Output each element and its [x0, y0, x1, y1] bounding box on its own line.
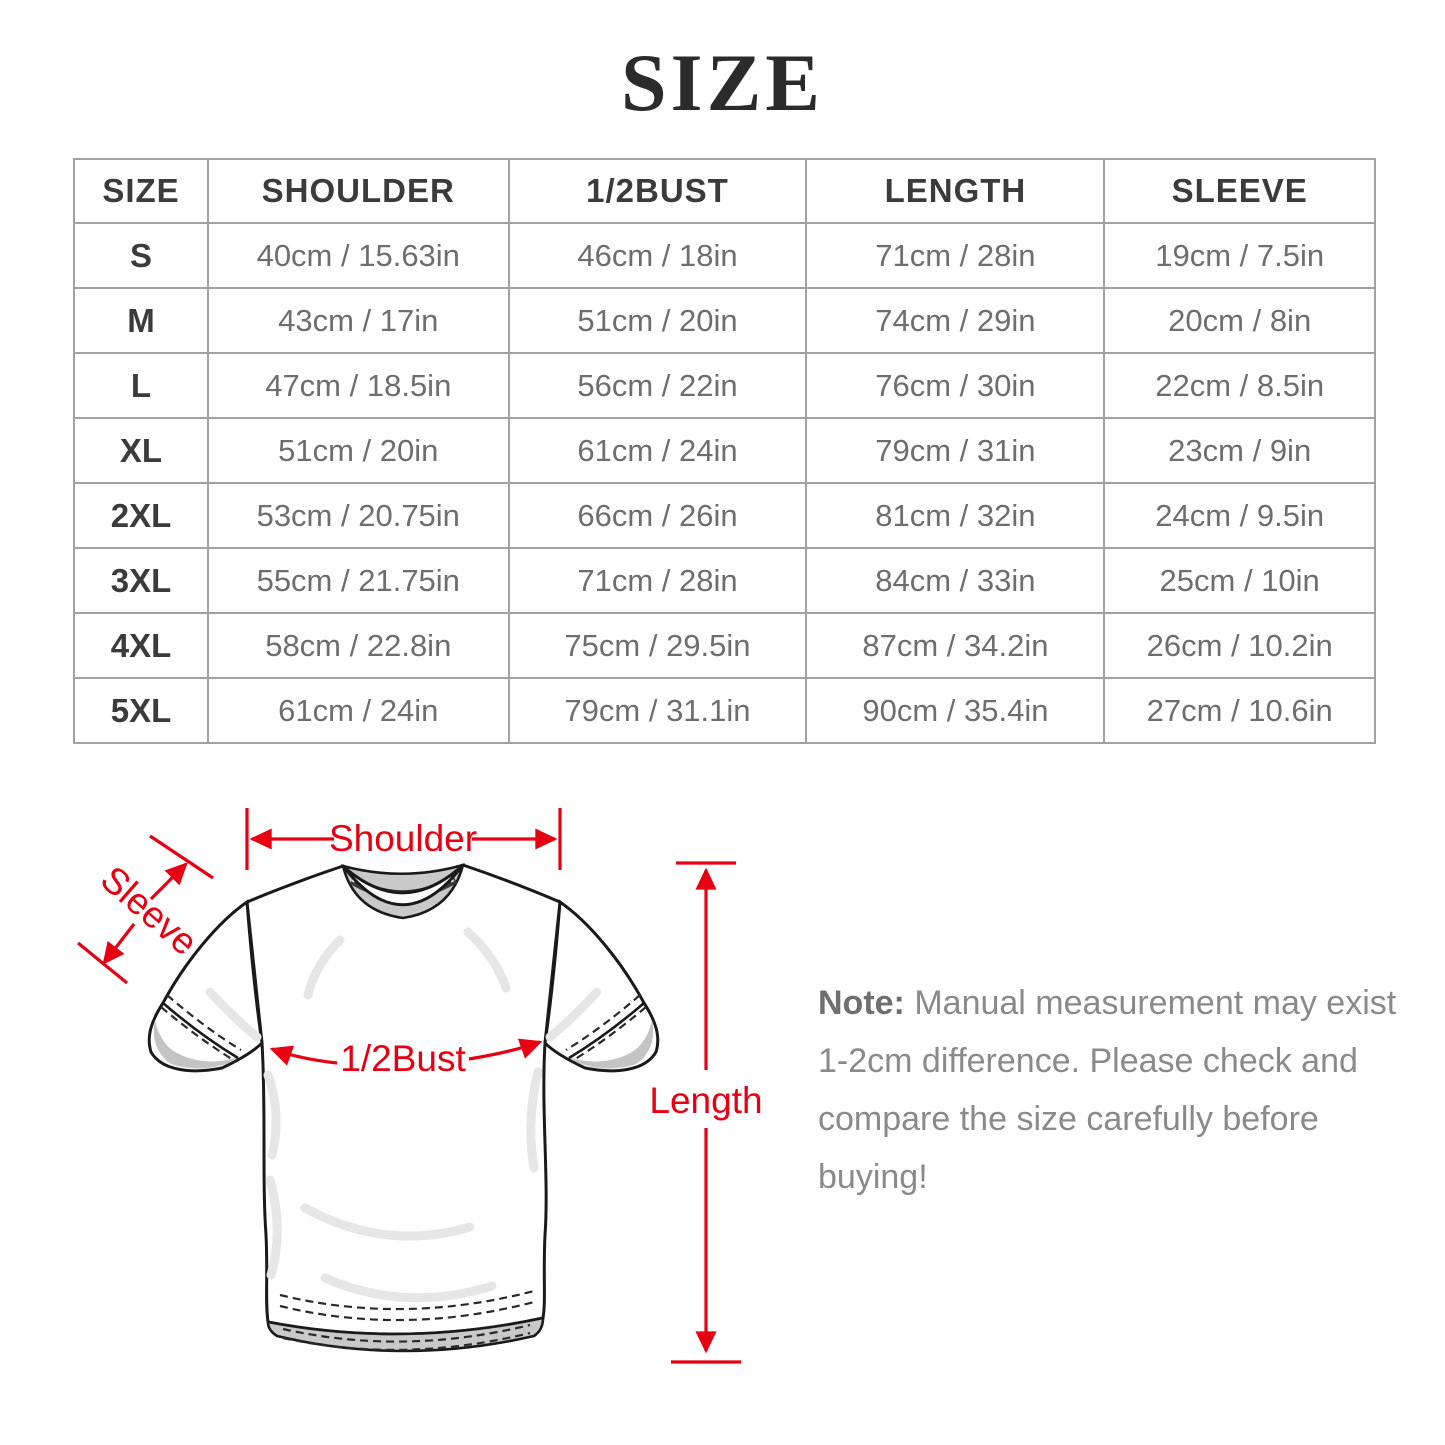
tshirt-measurement-diagram — [0, 780, 800, 1445]
measurement-cell: 55cm / 21.75in — [208, 548, 509, 613]
length-label: Length — [649, 1080, 763, 1121]
measurement-cell: 79cm / 31.1in — [509, 678, 807, 743]
measurement-cell: 87cm / 34.2in — [806, 613, 1104, 678]
table-header-row — [74, 159, 1375, 223]
measurement-cell: 66cm / 26in — [509, 483, 807, 548]
size-cell: S — [74, 223, 208, 288]
measurement-cell: 43cm / 17in — [208, 288, 509, 353]
measurement-cell: 26cm / 10.2in — [1104, 613, 1375, 678]
measurement-cell: 75cm / 29.5in — [509, 613, 807, 678]
note-text: Manual measurement may exist 1-2cm difference. Please check and compare the size carefully before buying! — [818, 984, 1397, 1196]
size-row — [74, 223, 1375, 288]
measurement-cell: 46cm / 18in — [509, 223, 807, 288]
half-bust-label: 1/2Bust — [340, 1038, 466, 1079]
column-header: 1/2BUST — [509, 159, 807, 223]
measurement-cell: 56cm / 22in — [509, 353, 807, 418]
measurement-cell: 47cm / 18.5in — [208, 353, 509, 418]
measurement-cell: 51cm / 20in — [509, 288, 807, 353]
measurement-cell: 81cm / 32in — [806, 483, 1104, 548]
measurement-cell: 61cm / 24in — [509, 418, 807, 483]
measurement-cell: 24cm / 9.5in — [1104, 483, 1375, 548]
size-row — [74, 678, 1375, 743]
size-cell: 5XL — [74, 678, 208, 743]
note-label: Note: — [818, 984, 905, 1022]
size-cell: 2XL — [74, 483, 208, 548]
shoulder-arrow — [247, 808, 560, 870]
size-row — [74, 288, 1375, 353]
measurement-cell: 51cm / 20in — [208, 418, 509, 483]
size-cell: 4XL — [74, 613, 208, 678]
measurement-cell: 90cm / 35.4in — [806, 678, 1104, 743]
size-cell: L — [74, 353, 208, 418]
size-row — [74, 613, 1375, 678]
column-header: SLEEVE — [1104, 159, 1375, 223]
size-cell: XL — [74, 418, 208, 483]
measurement-cell: 71cm / 28in — [509, 548, 807, 613]
shoulder-label: Shoulder — [328, 818, 478, 859]
size-row — [74, 353, 1375, 418]
size-row — [74, 548, 1375, 613]
measurement-cell: 23cm / 9in — [1104, 418, 1375, 483]
measurement-cell: 27cm / 10.6in — [1104, 678, 1375, 743]
measurement-cell: 71cm / 28in — [806, 223, 1104, 288]
column-header: SIZE — [74, 159, 208, 223]
measurement-cell: 74cm / 29in — [806, 288, 1104, 353]
column-header: SHOULDER — [208, 159, 509, 223]
measurement-cell: 61cm / 24in — [208, 678, 509, 743]
measurement-cell: 58cm / 22.8in — [208, 613, 509, 678]
size-row — [74, 418, 1375, 483]
measurement-cell: 76cm / 30in — [806, 353, 1104, 418]
measurement-cell: 40cm / 15.63in — [208, 223, 509, 288]
column-header: LENGTH — [806, 159, 1104, 223]
measurement-cell: 84cm / 33in — [806, 548, 1104, 613]
size-row — [74, 483, 1375, 548]
size-table — [73, 158, 1376, 744]
measurement-cell: 53cm / 20.75in — [208, 483, 509, 548]
measurement-cell: 22cm / 8.5in — [1104, 353, 1375, 418]
measurement-cell: 20cm / 8in — [1104, 288, 1375, 353]
right-sleeve — [545, 902, 658, 1071]
sleeve-label: Sleeve — [93, 857, 206, 964]
size-cell: 3XL — [74, 548, 208, 613]
page-title: SIZE — [621, 37, 824, 128]
measurement-cell: 19cm / 7.5in — [1104, 223, 1375, 288]
measurement-note — [818, 974, 1410, 1206]
measurement-cell: 25cm / 10in — [1104, 548, 1375, 613]
length-arrow — [649, 863, 762, 1362]
measurement-cell: 79cm / 31in — [806, 418, 1104, 483]
tshirt-body — [247, 865, 560, 1334]
size-cell: M — [74, 288, 208, 353]
